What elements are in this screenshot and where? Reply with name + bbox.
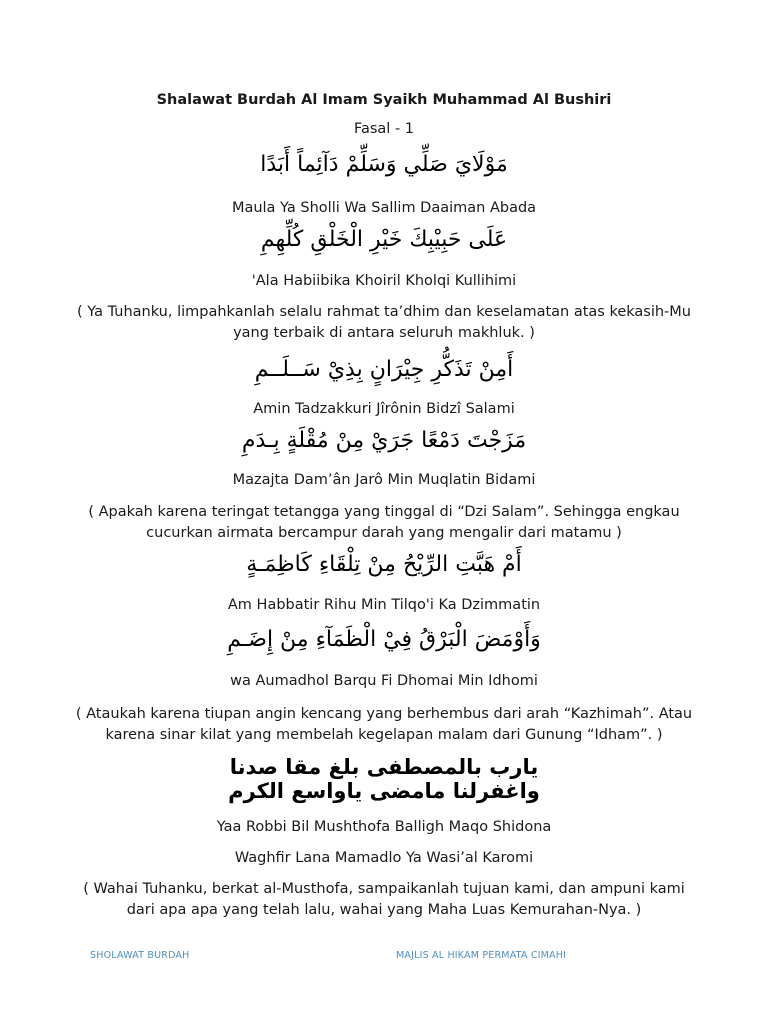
verse-1-latin: Maula Ya Sholli Wa Sallim Daaiman Abada bbox=[231, 200, 537, 216]
closing-arabic-line-1: يارب بالمصطفى بلغ مقا صدنا bbox=[229, 755, 539, 779]
verse-6-latin: wa Aumadhol Barqu Fi Dhomai Min Idhomi bbox=[230, 673, 538, 689]
closing-translation-line-1: ( Wahai Tuhanku, berkat al-Musthofa, sampaikanlah tujuan kami, dan ampuni kami bbox=[83, 881, 685, 897]
verse-6-arabic: وَأَوْمَضَ الْبَرْقُ فِيْ الْظَمَآءِ مِنْ إِضَـمِ bbox=[227, 627, 541, 652]
verse-6-translation-line-2: karena sinar kilat yang membelah kegelapan malam dari Gunung “Idham”. ) bbox=[105, 727, 663, 743]
closing-translation-line-2: dari apa apa yang telah lalu, wahai yang Maha Luas Kemurahan-Nya. ) bbox=[126, 902, 642, 918]
verse-5-arabic: أَمْ هَبَّتِ الرِّيْحُ مِنْ تِلْقَاءِ كَاظِمَـةٍ bbox=[246, 552, 522, 577]
closing-latin-line-2: Waghfir Lana Mamadlo Ya Wasi’al Karomi bbox=[234, 850, 534, 866]
closing-arabic-line-2: واغفرلنا مامضى ياواسع الكرم bbox=[228, 779, 540, 803]
verse-3-latin: Amin Tadzakkuri Jîrônin Bidzî Salami bbox=[253, 401, 515, 417]
verse-5-latin: Am Habbatir Rihu Min Tilqo'i Ka Dzimmatin bbox=[227, 597, 541, 613]
verse-6-translation-line-1: ( Ataukah karena tiupan angin kencang yang berhembus dari arah “Kazhimah”. Atau bbox=[75, 706, 693, 722]
verse-4-arabic: مَزَجْتَ دَمْعًا جَرَيْ مِنْ مُقْلَةٍ بِـدَمِ bbox=[241, 428, 527, 453]
verse-4-latin: Mazajta Dam’ân Jarô Min Muqlatin Bidami bbox=[232, 472, 536, 488]
verse-2-arabic: عَلَى حَبِيْبِكَ خَيْرِ الْخَلْقِ كُلِّهِمِ bbox=[260, 227, 508, 252]
verse-4-translation-line-1: ( Apakah karena teringat tetangga yang tinggal di “Dzi Salam”. Sehingga engkau bbox=[88, 504, 680, 520]
verse-2-translation-line-2: yang terbaik di antara seluruh makhluk. ) bbox=[233, 325, 535, 341]
section-label: Fasal - 1 bbox=[353, 121, 415, 137]
closing-latin-line-1: Yaa Robbi Bil Mushthofa Balligh Maqo Shidona bbox=[216, 819, 552, 835]
verse-2-translation-line-1: ( Ya Tuhanku, limpahkanlah selalu rahmat ta’dhim dan keselamatan atas kekasih-Mu bbox=[77, 304, 691, 320]
footer-left-text: SHOLAWAT BURDAH bbox=[90, 950, 190, 961]
verse-1-arabic: مَوْلَايَ صَلِّي وَسَلِّمْ دَآئِماً أَبَدًا bbox=[260, 152, 508, 177]
verse-2-latin: 'Ala Habiibika Khoiril Kholqi Kullihimi bbox=[251, 273, 517, 289]
verse-3-arabic: أَمِنْ تَذَكُّرِ جِيْرَانٍ بِذِيْ سَــلَــمِ bbox=[254, 357, 514, 382]
verse-4-translation-line-2: cucurkan airmata bercampur darah yang mengalir dari matamu ) bbox=[146, 525, 622, 541]
document-title: Shalawat Burdah Al Imam Syaikh Muhammad Al Bushiri bbox=[156, 92, 612, 108]
footer-right-text: MAJLIS AL HIKAM PERMATA CIMAHI bbox=[396, 950, 567, 961]
